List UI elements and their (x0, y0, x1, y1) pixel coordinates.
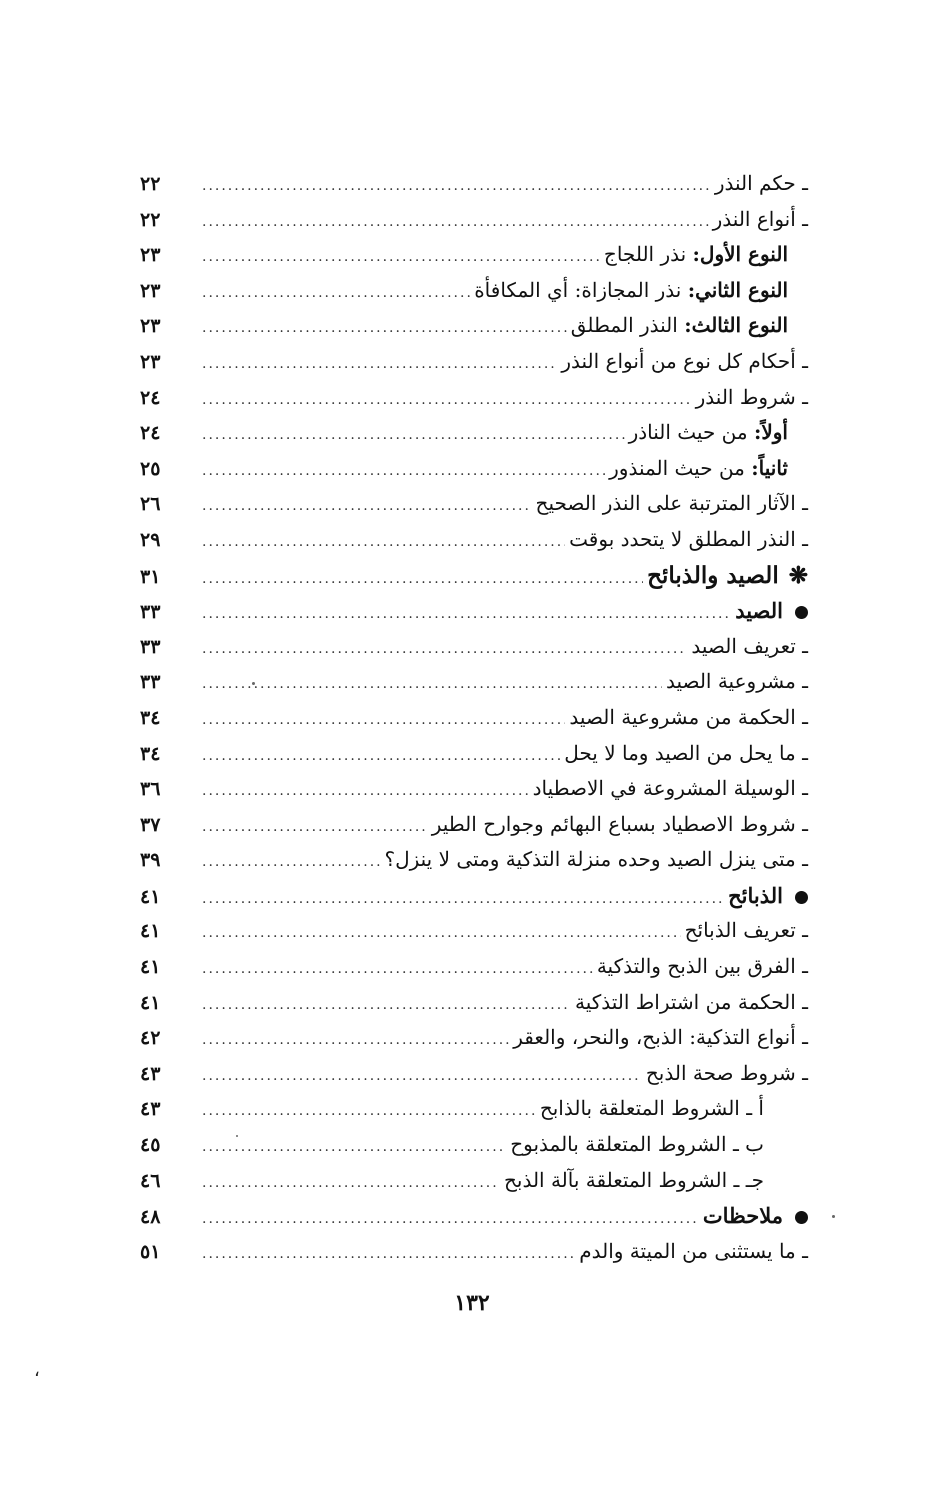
toc-entry (140, 1127, 808, 1163)
entry-lead-label: جـ ـ (733, 1167, 764, 1192)
toc-page-number: ٤٥ (140, 1134, 161, 1157)
toc-entry (140, 664, 808, 700)
page-number: ١٣٢ (454, 1290, 490, 1316)
toc-section-heading (140, 558, 808, 594)
toc-entry (140, 415, 808, 451)
toc-page-number: ٣٩ (140, 849, 161, 872)
toc-entry (140, 949, 808, 985)
toc-page-number: ٤٦ (140, 1169, 161, 1192)
toc-entry (140, 1163, 808, 1199)
toc-page-number: ٢٩ (140, 528, 161, 551)
leader-dots (202, 882, 724, 918)
toc-page-number: ٤٨ (140, 1206, 161, 1229)
toc-page-number: ٣٧ (140, 813, 161, 836)
leader-dots (202, 632, 687, 668)
toc-subsection-heading (140, 878, 808, 914)
toc-entry (140, 1056, 808, 1092)
toc-entry-title: النوع الأول: نذر اللجاج (603, 242, 788, 267)
entry-lead-label: النوع الثالث: (684, 313, 788, 338)
toc-entry-title: ـ مشروعية الصيد (665, 669, 808, 694)
toc-entry-title: النوع الثاني: نذر المجازاة: أي المكافأة (474, 277, 788, 302)
toc-page-number: ٣٤ (140, 742, 161, 765)
toc-entry (140, 700, 808, 736)
leader-dots (202, 597, 731, 633)
leader-dots (202, 525, 565, 561)
toc-page-number: ٣١ (140, 565, 161, 588)
leader-dots (202, 845, 380, 881)
toc-entry (140, 1020, 808, 1056)
leader-dots (202, 703, 565, 739)
asterisk-icon: ❋ (788, 561, 808, 589)
toc-entry-title: الذبائح (728, 878, 808, 914)
toc-page-number: ٣٣ (140, 635, 161, 658)
toc-entry (140, 913, 808, 949)
toc-entry-title: أولاً: من حيث الناذر (628, 420, 788, 445)
toc-entry (140, 985, 808, 1021)
leader-dots (202, 276, 470, 312)
leader-dots (202, 562, 643, 598)
toc-page-number: ٢٤ (140, 422, 161, 445)
toc-page-number: ٤١ (140, 920, 161, 943)
leader-dots (202, 774, 529, 810)
toc-entry (140, 629, 808, 665)
toc-entry-title: ـ الوسيلة المشروعة في الاصطياد (532, 776, 808, 801)
toc-entry (140, 842, 808, 878)
toc-page-number: ٤٢ (140, 1027, 161, 1050)
toc-entry-title: الصيد (735, 593, 808, 629)
toc-page-number: ٣٤ (140, 706, 161, 729)
toc-page-number: ٤١ (140, 885, 161, 908)
toc-entry-title: ـ الفرق بين الذبح والتذكية (596, 954, 808, 979)
bullet-icon (795, 891, 808, 904)
toc-page-number: ٢٣ (140, 350, 161, 373)
leader-dots (202, 952, 593, 988)
scan-speck (252, 682, 255, 685)
toc-page-number: ٥١ (140, 1240, 161, 1263)
toc-entry (140, 486, 808, 522)
toc-page-number: ٤٣ (140, 1098, 161, 1121)
leader-dots (202, 169, 711, 205)
toc-entry (140, 1234, 808, 1270)
toc-entry-title: ـ شروط النذر (695, 384, 808, 409)
leader-dots (202, 311, 567, 347)
leader-dots (202, 739, 560, 775)
toc-entry (140, 771, 808, 807)
toc-entry (140, 807, 808, 843)
toc-page-number: ٢٢ (140, 208, 161, 231)
toc-entry-title: ـ أحكام كل نوع من أنواع النذر (561, 348, 808, 373)
toc-entry-title: ثانياً: من حيث المنذور (609, 455, 788, 480)
toc-entry (140, 380, 808, 416)
toc-entry-title: ـ الحكمة من مشروعية الصيد (569, 704, 808, 729)
toc-entry (140, 1091, 808, 1127)
toc-page-number: ٢٤ (140, 386, 161, 409)
toc-entry (140, 308, 808, 344)
toc-entry-title: النوع الثالث: النذر المطلق (570, 313, 788, 338)
toc-entry (140, 237, 808, 273)
entry-lead-label: ثانياً: (751, 455, 788, 480)
toc-entry-title: أ ـ الشروط المتعلقة بالذابح (539, 1096, 764, 1121)
leader-dots (202, 810, 428, 846)
entry-lead-label: النوع الأول: (692, 242, 788, 267)
leader-dots (202, 1202, 699, 1238)
leader-dots (202, 1059, 642, 1095)
toc-entry (140, 166, 808, 202)
toc-page-number: ٣٦ (140, 778, 161, 801)
bullet-icon (795, 1211, 808, 1224)
toc-page-number: ٢٣ (140, 279, 161, 302)
toc-subsection-heading (140, 593, 808, 629)
toc-entry-title: ـ متى ينزل الصيد وحده منزلة التذكية ومتى لا ينزل؟ (384, 847, 808, 872)
toc-page-number: ٢٦ (140, 493, 161, 516)
toc-page-number: ٢٣ (140, 244, 161, 267)
toc-page-number: ٤٣ (140, 1062, 161, 1085)
toc-entry (140, 736, 808, 772)
leader-dots (202, 454, 605, 490)
leader-dots (202, 347, 557, 383)
leader-dots (202, 1094, 536, 1130)
toc-subsection-heading (140, 1198, 808, 1234)
leader-dots (202, 240, 600, 276)
toc-entry (140, 344, 808, 380)
toc-entry-title: ـ أنواع النذر (712, 206, 808, 231)
toc-entry (140, 273, 808, 309)
toc-entry-title: ـ حكم النذر (714, 171, 808, 195)
toc-page-number: ٤١ (140, 991, 161, 1014)
toc-entry-title: ب ـ الشروط المتعلقة بالمذبوح (510, 1132, 764, 1157)
leader-dots (202, 1023, 509, 1059)
toc-entry-title: ـ ما يستثنى من الميتة والدم (579, 1238, 808, 1263)
leader-dots (202, 667, 662, 703)
toc-page-number: ٢٣ (140, 315, 161, 338)
entry-lead-label: النوع الثاني: (687, 277, 788, 302)
scan-speck (236, 1135, 238, 1137)
leader-dots (202, 489, 532, 525)
toc-entry-title: ـ شروط الاصطياد بسباع البهائم وجوارح الطير (431, 811, 808, 836)
toc-entry-title: جـ ـ الشروط المتعلقة بآلة الذبح (503, 1167, 764, 1192)
toc-entry-title: ملاحظات (703, 1198, 808, 1234)
toc-page-number: ٣٣ (140, 601, 161, 624)
toc-entry-title: ـ الحكمة من اشتراط التذكية (574, 989, 808, 1014)
toc-page-number: ٢٢ (140, 173, 161, 195)
toc-entry (140, 522, 808, 558)
leader-dots (202, 1166, 500, 1202)
toc-entry-title: ❋الصيد والذبائح (647, 558, 808, 594)
toc-entry-title: ـ النذر المطلق لا يتحدد بوقت (569, 526, 808, 551)
entry-lead-label: ب ـ (732, 1132, 764, 1157)
toc-entry (140, 202, 808, 238)
margin-mark: ، (34, 1360, 40, 1381)
leader-dots (202, 205, 709, 241)
toc-page-number: ٣٣ (140, 671, 161, 694)
leader-dots (202, 418, 625, 454)
toc-entry-title: ـ أنواع التذكية: الذبح، والنحر، والعقر (513, 1025, 808, 1050)
leader-dots (202, 988, 571, 1024)
toc-page-number: ٤١ (140, 956, 161, 979)
bullet-icon (795, 606, 808, 619)
leader-dots (202, 383, 692, 419)
toc-entry-title: ـ تعريف الذبائح (684, 918, 808, 943)
scan-speck (832, 1215, 835, 1218)
leader-dots (202, 916, 681, 952)
toc-entry-title: ـ شروط صحة الذبح (645, 1060, 808, 1085)
toc-entry-title: ـ تعريف الصيد (691, 633, 808, 658)
entry-lead-label: أ ـ (746, 1096, 764, 1121)
toc-entry-title: ـ ما يحل من الصيد وما لا يحل (564, 740, 808, 765)
toc-page-number: ٢٥ (140, 457, 161, 480)
entry-lead-label: أولاً: (753, 420, 788, 445)
toc-entry (140, 451, 808, 487)
table-of-contents (140, 166, 808, 1269)
leader-dots (202, 1130, 506, 1166)
toc-entry-title: ـ الآثار المترتبة على النذر الصحيح (535, 491, 808, 516)
leader-dots (202, 1237, 575, 1273)
